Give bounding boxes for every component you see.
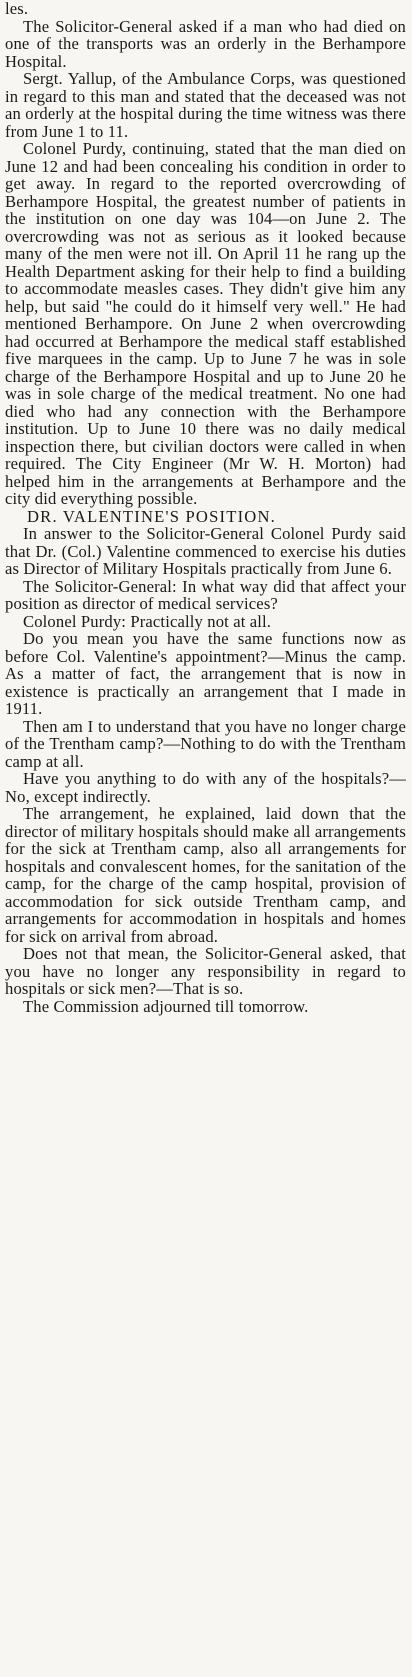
paragraph-valentine-duties: In answer to the Solicitor-General Colonel Purdy said that Dr. (Col.) Valentine commenced to exercise his duties as Director of Military Hospitals practically from June 6. bbox=[5, 524, 406, 578]
paragraph-trentham-camp: Then am I to understand that you have no longer charge of the Trentham camp?—Nothing to do with the Trentham camp at all. bbox=[5, 716, 406, 771]
paragraph-fragment: les. bbox=[5, 0, 29, 18]
paragraph-responsibility: Does not that mean, the Solicitor-General asked, that you have no longer any responsibility in regard to hospitals or sick men?—That is so. bbox=[5, 944, 406, 998]
paragraph-hospitals: Have you anything to do with any of the hospitals?—No, except indirectly. bbox=[5, 769, 406, 806]
paragraph-solicitor-question: The Solicitor-General asked if a man who had died on one of the transports was an orderly in the Berhampore Hospital. bbox=[5, 16, 406, 71]
paragraph-adjourned: The Commission adjourned till tomorrow. bbox=[23, 996, 309, 1016]
paragraph-same-functions: Do you mean you have the same functions now as before Col. Valentine's appointment?—Minus the camp. As a matter of fact, the arrangement that is now in existence is practically an arrangement that I made in 1911. bbox=[5, 629, 406, 718]
paragraph-solicitor-question-2: The Solicitor-General: In what way did that affect your position as director of medical services? bbox=[5, 576, 406, 613]
paragraph-colonel-purdy-statement: Colonel Purdy, continuing, stated that the man died on June 12 and had been concealing his condition in order to get away. In regard to the reported overcrowding of Berhampore Hospital, the greatest number of patients in the institution on one day was 104—on June 2. The overcrowding was not as serious as it looked because many of the men were not ill. On April 11 he rang up the Health Department asking for their help to find a building to accommodate measles cases. They didn't give him any help, but said "he could do it himself very well." He had mentioned Berhampore. On June 2 when overcrowding had occurred at Berhampore the medical staff established five marquees in the camp. Up to June 7 he was in sole charge of the Berhampore Hospital and up to June 20 he was in sole charge of the medical treatment. No one had died who had any connection with the Berhampore institution. Up to June 10 there was no daily medical inspection there, but civilian doctors were called in when required. The City Engineer (Mr W. H. Morton) had helped him in the arrangements at Berhampore and the city did everything possible. bbox=[5, 139, 406, 508]
section-heading: DR. VALENTINE'S POSITION. bbox=[27, 506, 277, 526]
paragraph-purdy-answer: Colonel Purdy: Practically not at all. bbox=[23, 611, 272, 631]
paragraph-arrangement: The arrangement, he explained, laid down that the director of military hospitals should make all arrangements for the sick at Trentham camp, also all arrangements for hospitals and convalescent homes, for the sanitation of the camp, for the charge of the camp hospital, provision of accommodation for sick outside Trentham camp, and arrangements for accommodation in hospitals and homes for sick on arrival from abroad. bbox=[5, 804, 406, 946]
paragraph-sergt-yallup: Sergt. Yallup, of the Ambulance Corps, was questioned in regard to this man and stated that the deceased was not an orderly at the hospital during the time witness was there from June 1 to 11. bbox=[5, 69, 406, 141]
